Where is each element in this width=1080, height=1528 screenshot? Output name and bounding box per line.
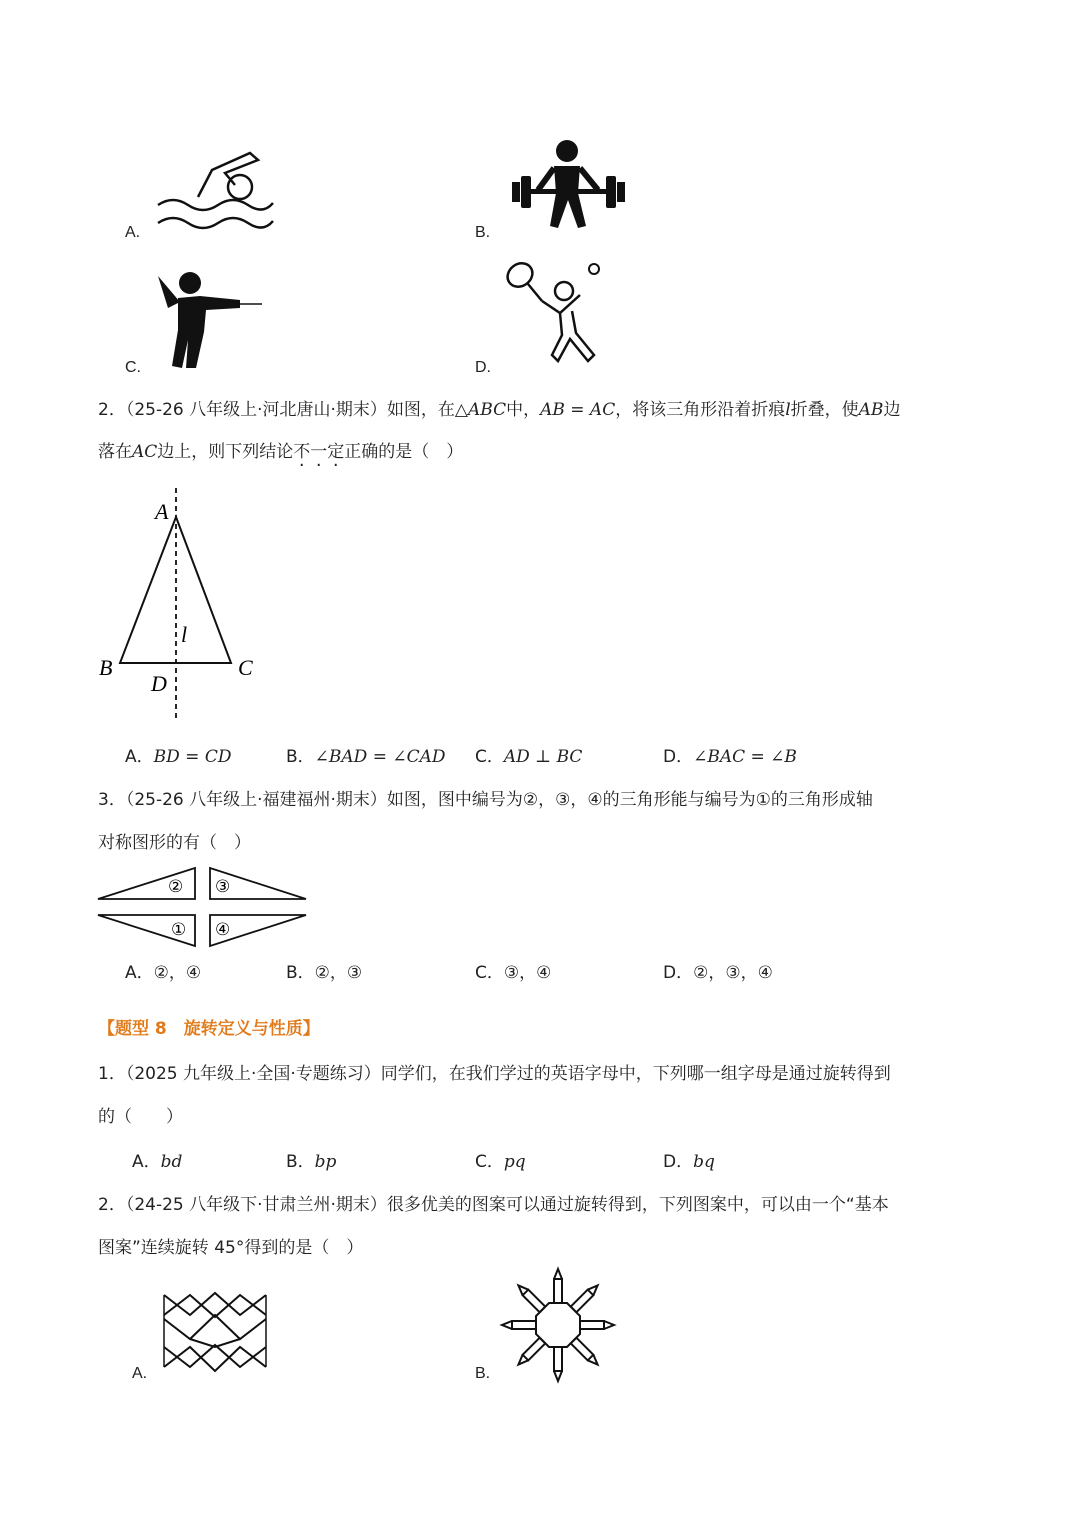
brush-star-pattern-icon (500, 1268, 620, 1383)
triangles-figure (95, 862, 310, 952)
option-letter: A． (125, 747, 154, 767)
option-letter: D． (663, 963, 694, 983)
option-text: ②，④ (153, 963, 202, 983)
option-text: ②，③ (314, 963, 363, 983)
label-c: C (238, 655, 253, 680)
option-text: ③，④ (503, 963, 552, 983)
q2-stem-line1 (98, 399, 900, 421)
badminton-icon (500, 255, 610, 370)
section-title: 【题型 8 旋转定义与性质】 (98, 1019, 320, 1039)
q3-option-a[interactable] (125, 962, 201, 984)
option-a-label[interactable]: A. (125, 224, 141, 241)
q3-number: 3． (98, 790, 126, 810)
s8q1-stem-line1: 1．（2025 九年级上·全国·专题练习）同学们，在我们学过的英语字母中，下列哪一组字母是通过旋转得到 (98, 1064, 891, 1084)
option-letter: C． (475, 1152, 504, 1172)
fencer-icon (150, 270, 270, 370)
option-d-label[interactable]: D. (475, 359, 491, 376)
q3-stem-line1 (98, 789, 873, 811)
option-letter: B． (286, 1152, 315, 1172)
emphasis-char: 定 (327, 442, 345, 462)
option-letter: B． (286, 963, 315, 983)
q2-ac: AC (132, 442, 158, 462)
option-letter: D． (663, 747, 694, 767)
s8q2-option-a-label[interactable]: A. (132, 1365, 148, 1382)
s8q1-option-c[interactable] (475, 1151, 526, 1173)
q2-option-a[interactable] (125, 746, 231, 768)
q2-text: 折叠，使 (790, 400, 859, 420)
label-4: ④ (215, 920, 231, 940)
option-letter: D． (663, 1152, 694, 1172)
weightlifter-icon (510, 138, 630, 238)
option-text: ②，③，④ (693, 963, 773, 983)
option-text: AD ⊥ BC (503, 747, 583, 767)
q2-l: l (785, 400, 791, 420)
option-letter: C． (475, 963, 504, 983)
q2-text: ，将该三角形沿着折痕 (615, 400, 786, 420)
q2-ab: AB (858, 400, 884, 420)
option-b-label[interactable]: B. (475, 224, 491, 241)
option-letter: A． (132, 1152, 161, 1172)
q2-source: （25-26 八年级上·河北唐山·期末） (125, 400, 387, 420)
label-d: D (151, 671, 167, 696)
option-text: pq (503, 1152, 526, 1172)
q3-stem-line2: 对称图形的有（ ） (98, 833, 251, 853)
option-text: bd (160, 1152, 183, 1172)
q2-text: 落在 (98, 442, 132, 462)
s8q2-stem-line2: 图案”连续旋转 45°得到的是（ ） (98, 1238, 364, 1258)
option-text: BD = CD (153, 747, 232, 767)
q3-option-c[interactable] (475, 962, 551, 984)
option-text: ∠BAD = ∠CAD (314, 747, 446, 767)
q3-text: （25-26 八年级上·福建福州·期末）如图，图中编号为②，③，④的三角形能与编号为①的三角形成轴 (125, 790, 873, 810)
s8q1-option-d[interactable] (663, 1151, 715, 1173)
swimmer-icon (150, 145, 270, 240)
emphasis-char: 一 (310, 442, 328, 462)
triangle-figure (95, 485, 275, 725)
label-2: ② (168, 877, 184, 897)
q3-option-d[interactable] (663, 962, 773, 984)
option-c-label[interactable]: C. (125, 359, 141, 376)
label-a: A (155, 499, 169, 524)
option-letter: A． (125, 963, 154, 983)
q3-option-b[interactable] (286, 962, 362, 984)
option-letter: C． (475, 747, 504, 767)
q2-option-d[interactable] (663, 746, 797, 768)
label-3: ③ (215, 877, 231, 897)
s8q1-stem-line2: 的（ ） (98, 1107, 183, 1127)
q2-abc: ABC (468, 400, 507, 420)
label-l: l (181, 622, 188, 647)
option-text: bq (693, 1152, 715, 1172)
q2-text: 边 (883, 400, 901, 420)
option-text: ∠BAC = ∠B (693, 747, 797, 767)
q2-number: 2． (98, 400, 126, 420)
label-b: B (99, 655, 113, 680)
q2-stem-line2 (98, 441, 463, 463)
zigzag-pattern-icon (160, 1285, 270, 1385)
q2-text: 正确的是（ ） (344, 442, 464, 462)
q2-text: 边上，则下列结论 (157, 442, 294, 462)
q2-text: 如图，在△ (386, 400, 469, 420)
s8q2-stem-line1: 2．（24-25 八年级下·甘肃兰州·期末）很多优美的图案可以通过旋转得到，下列图案中，可以由一个“基本 (98, 1195, 889, 1215)
label-1: ① (171, 920, 187, 940)
option-letter: B． (286, 747, 315, 767)
s8q1-option-a[interactable] (132, 1151, 182, 1173)
q2-option-c[interactable] (475, 746, 582, 768)
s8q2-option-b-label[interactable]: B. (475, 1365, 491, 1382)
q2-ab-eq-ac: AB = AC (540, 400, 616, 420)
q2-text: 中， (506, 400, 541, 420)
emphasis-char: 不 (293, 442, 311, 462)
s8q1-option-b[interactable] (286, 1151, 336, 1173)
q2-option-b[interactable] (286, 746, 446, 768)
option-text: bp (314, 1152, 337, 1172)
